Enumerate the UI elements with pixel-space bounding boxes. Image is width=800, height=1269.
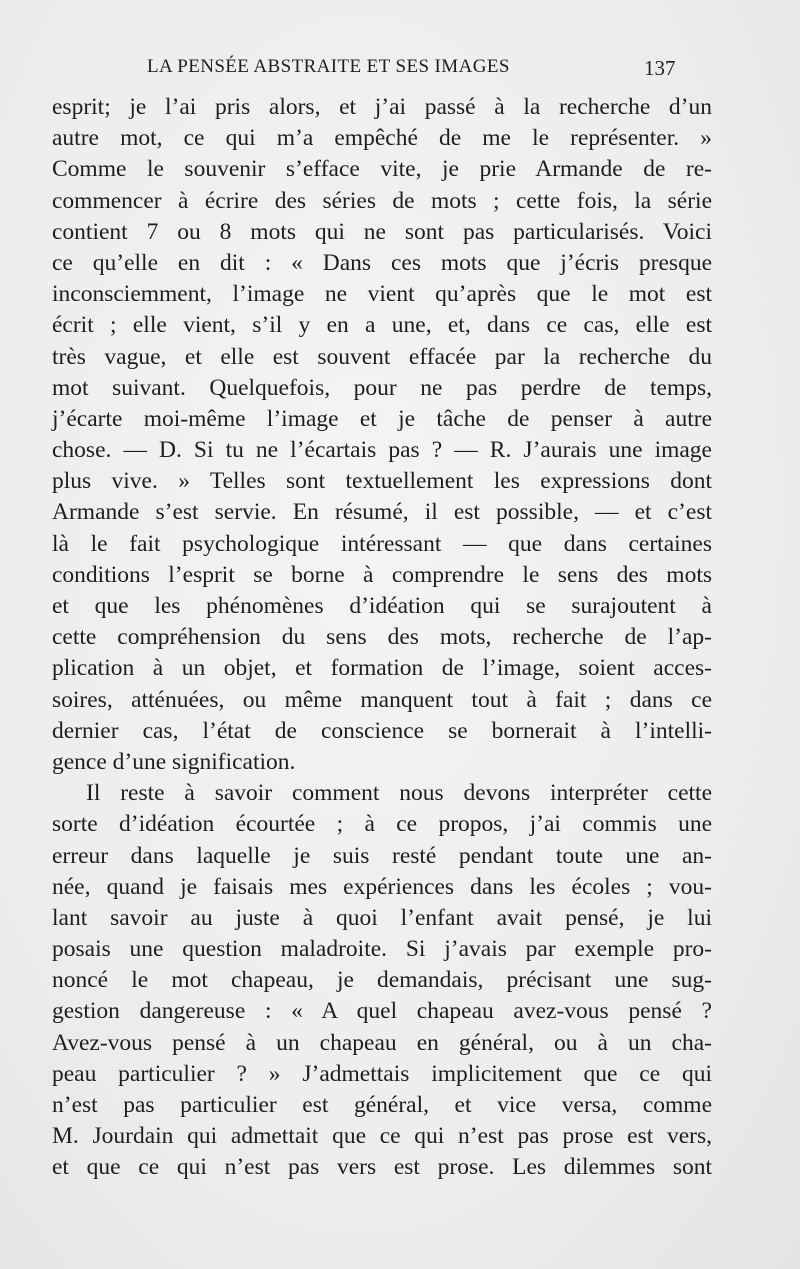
text-line: esprit; je l’ai pris alors, et j’ai passé à la recherche d’un	[52, 94, 712, 120]
text-line: chose. — D. Si tu ne l’écartais pas ? — R. J’aurais une image	[52, 437, 712, 464]
text-line: soires, atténuées, ou même manquent tout à fait ; dans ce	[52, 686, 712, 713]
text-line: cette compréhension du sens des mots, recherche de l’ap-	[52, 624, 712, 651]
text-line: et que ce qui n’est pas vers est prose. Les dilemmes sont	[52, 1154, 712, 1181]
text-line: Armande s’est servie. En résumé, il est possible, — et c’est	[52, 499, 712, 526]
text-line: j’écarte moi-même l’image et je tâche de penser à autre	[52, 405, 712, 432]
text-line: contient 7 ou 8 mots qui ne sont pas particularisés. Voici	[52, 218, 712, 245]
text-line: née, quand je faisais mes expériences dans les écoles ; vou-	[52, 873, 712, 900]
text-line: erreur dans laquelle je suis resté pendant toute une an-	[52, 842, 712, 869]
text-line: plus vive. » Telles sont textuellement les expressions dont	[52, 468, 712, 495]
text-line: sorte d’idéation écourtée ; à ce propos, j’ai commis une	[52, 811, 712, 838]
text-line: lant savoir au juste à quoi l’enfant avait pensé, je lui	[52, 904, 712, 931]
text-line: mot suivant. Quelquefois, pour ne pas perdre de temps,	[52, 374, 712, 401]
text-line: écrit ; elle vient, s’il y en a une, et, dans ce cas, elle est	[52, 312, 712, 339]
text-line: n’est pas particulier est général, et vice versa, comme	[52, 1092, 712, 1118]
text-line: noncé le mot chapeau, je demandais, précisant une sug-	[52, 967, 712, 994]
text-line: peau particulier ? » J’admettais implicitement que ce qui	[52, 1060, 712, 1087]
text-line: ce qu’elle en dit : « Dans ces mots que j’écris presque	[52, 249, 712, 276]
page-header	[0, 56, 800, 86]
text-line: dernier cas, l’état de conscience se bornerait à l’intelli-	[52, 717, 712, 744]
paragraph-start-line: Il reste à savoir comment nous devons interpréter cette	[86, 780, 712, 807]
text-line: M. Jourdain qui admettait que ce qui n’est pas prose est vers,	[52, 1123, 712, 1150]
text-line: gestion dangereuse : « A quel chapeau avez-vous pensé ?	[52, 998, 712, 1025]
text-line: commencer à écrire des séries de mots ; cette fois, la série	[52, 187, 712, 214]
text-line: plication à un objet, et formation de l’image, soient acces-	[52, 655, 712, 682]
text-line: très vague, et elle est souvent effacée par la recherche du	[52, 343, 712, 370]
text-line: Avez-vous pensé à un chapeau en général, ou à un cha-	[52, 1029, 712, 1056]
text-line: posais une question maladroite. Si j’avais par exemple pro-	[52, 936, 712, 963]
text-line: inconsciemment, l’image ne vient qu’après que le mot est	[52, 281, 712, 308]
text-line: là le fait psychologique intéressant — que dans certaines	[52, 530, 712, 557]
text-line: autre mot, ce qui m’a empêché de me le représenter. »	[52, 125, 712, 152]
body-text	[52, 92, 712, 1184]
running-title: LA PENSÉE ABSTRAITE ET SES IMAGES	[147, 56, 510, 77]
paragraph-end-line: gence d’une signification.	[52, 748, 296, 775]
page-number: 137	[644, 56, 676, 80]
text-line: Comme le souvenir s’efface vite, je prie Armande de re-	[52, 156, 712, 183]
text-line: et que les phénomènes d’idéation qui se surajoutent à	[52, 593, 712, 619]
text-line: conditions l’esprit se borne à comprendre le sens des mots	[52, 561, 712, 588]
